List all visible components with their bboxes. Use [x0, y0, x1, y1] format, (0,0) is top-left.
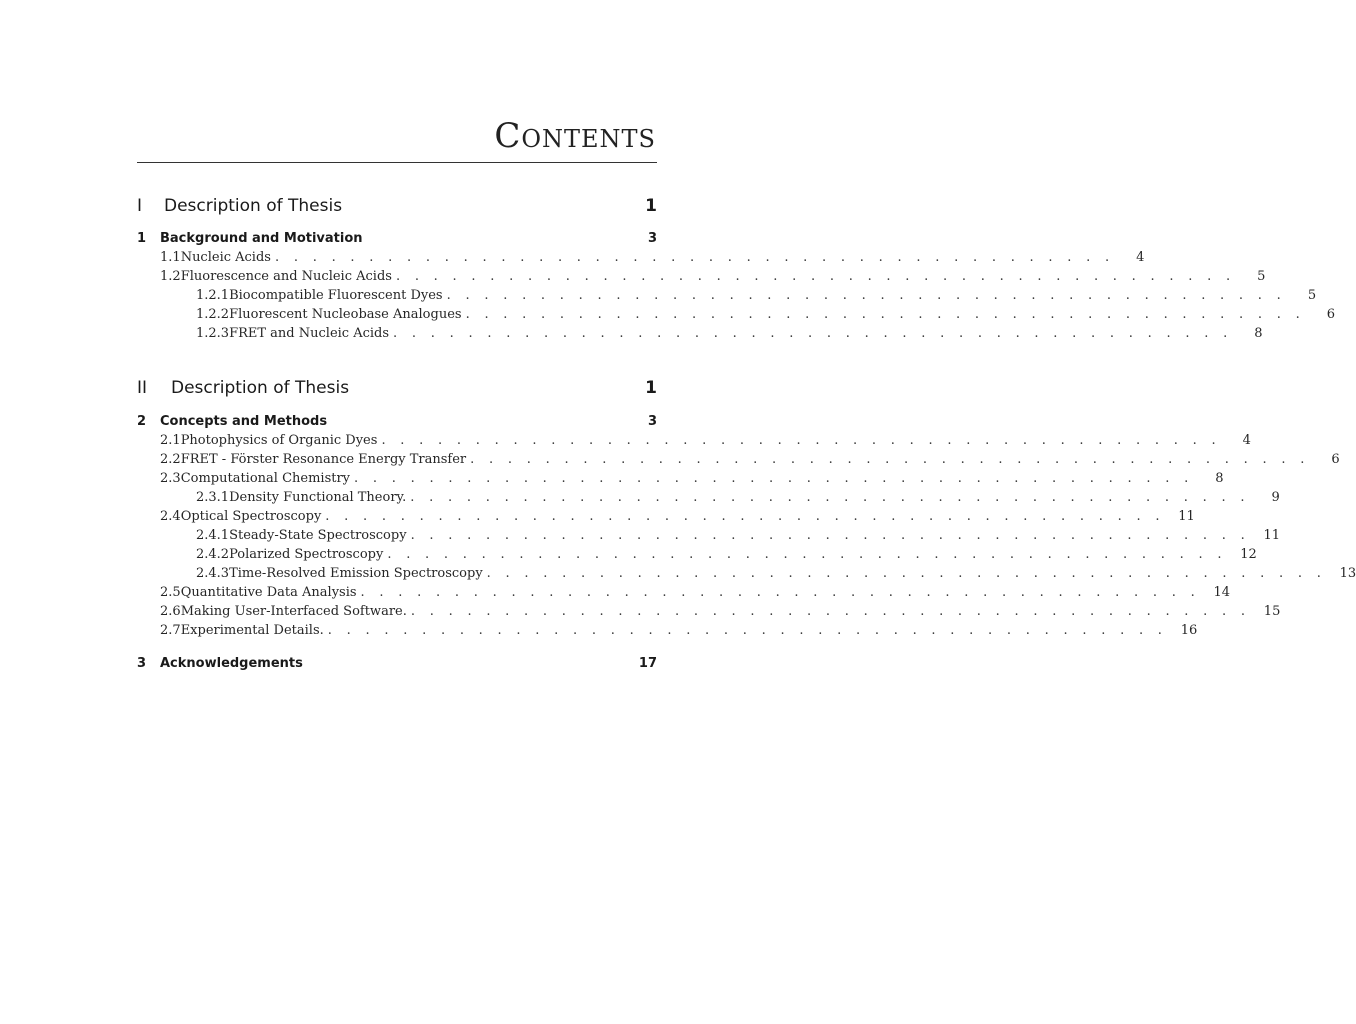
entry-title: Experimental Details.: [180, 623, 324, 638]
toc-entry-1-1[interactable]: [160, 250, 1145, 265]
dot-leader: . . . . . . . . . . . . . . . . . . . . . . . . . . . . . . . . . . . . . . . . . . . . .: [360, 585, 1201, 600]
dot-leader: . . . . . . . . . . . . . . . . . . . . . . . . . . . . . . . . . . . . . . . . . . . . .: [325, 509, 1165, 524]
entry-title: Nucleic Acids: [180, 250, 271, 265]
dot-leader: . . . . . . . . . . . . . . . . . . . . . . . . . . . . . . . . . . . . . . . . . . . . .: [274, 250, 1115, 265]
chapter-title: Acknowledgements: [160, 656, 303, 671]
entry-page: 16: [1180, 623, 1198, 638]
chapter-page: 3: [647, 231, 657, 246]
entry-number: 2.6: [160, 604, 181, 619]
chapter-title: Background and Motivation: [160, 231, 363, 246]
entry-page: 5: [1307, 288, 1317, 303]
dot-leader: . . . . . . . . . . . . . . . . . . . . . . . . . . . . . . . . . . . . . . . . . . . . .: [410, 528, 1251, 543]
part-title: Description of Thesis: [164, 196, 343, 216]
dot-leader: . . . . . . . . . . . . . . . . . . . . . . . . . . . . . . . . . . . . . . . . . . . . .: [381, 433, 1221, 448]
entry-number: 2.2: [160, 452, 181, 467]
dot-leader: . . . . . . . . . . . . . . . . . . . . . . . . . . . . . . . . . . . . . . . . . . . . .: [410, 490, 1250, 505]
entry-number: 1.1: [160, 250, 181, 265]
entry-title: Making User-Interfaced Software.: [180, 604, 407, 619]
entry-title: Polarized Spectroscopy: [229, 547, 384, 562]
entry-title: FRET - Förster Resonance Energy Transfer: [180, 452, 467, 467]
part-title: Description of Thesis: [171, 378, 350, 398]
entry-number: 1.2.2: [196, 307, 230, 322]
entry-page: 8: [1254, 326, 1263, 341]
entry-page: 11: [1263, 528, 1281, 543]
chapter-page: 3: [647, 414, 657, 429]
chapter-page: 17: [638, 656, 657, 671]
entry-title: Fluorescent Nucleobase Analogues: [229, 307, 462, 322]
entry-page: 15: [1263, 604, 1281, 619]
title-rule: [137, 162, 657, 163]
dot-leader: . . . . . . . . . . . . . . . . . . . . . . . . . . . . . . . . . . . . . . . . . . . . .: [410, 604, 1251, 619]
entry-page: 11: [1178, 509, 1195, 524]
entry-number: 1.2.3: [196, 326, 230, 341]
entry-title: Quantitative Data Analysis: [180, 585, 357, 600]
dot-leader: . . . . . . . . . . . . . . . . . . . . . . . . . . . . . . . . . . . . . . . . . . . . .: [387, 547, 1227, 562]
toc-part-1[interactable]: [137, 196, 657, 216]
toc-chapter-2[interactable]: [137, 414, 657, 429]
entry-page: 4: [1136, 250, 1145, 265]
toc-entry-2-3[interactable]: [160, 471, 1224, 486]
part-number: I: [137, 196, 143, 216]
entry-number: 2.7: [160, 623, 181, 638]
dot-leader: . . . . . . . . . . . . . . . . . . . . . . . . . . . . . . . . . . . . . . . . . . . . .: [465, 307, 1306, 322]
entry-number: 2.3: [160, 471, 181, 486]
toc-entry-2-2[interactable]: [160, 452, 1340, 467]
entry-title: Optical Spectroscopy: [180, 509, 322, 524]
toc-entry-2-4-2[interactable]: [196, 547, 1257, 562]
entry-title: Biocompatible Fluorescent Dyes: [229, 288, 443, 303]
toc-entry-2-4-3[interactable]: [196, 566, 1356, 581]
toc-entry-1-2-1[interactable]: [196, 288, 1317, 303]
toc-entry-1-2-2[interactable]: [196, 307, 1336, 322]
entry-title: Density Functional Theory.: [229, 490, 407, 505]
entry-title: Fluorescence and Nucleic Acids: [180, 269, 392, 284]
toc-entry-2-3-1[interactable]: [196, 490, 1280, 505]
toc-chapter-3[interactable]: [137, 656, 657, 671]
part-page: 1: [645, 378, 657, 398]
entry-title: Time-Resolved Emission Spectroscopy: [229, 566, 483, 581]
dot-leader: . . . . . . . . . . . . . . . . . . . . . . . . . . . . . . . . . . . . . . . . . . . . .: [354, 471, 1194, 486]
part-number: II: [137, 378, 148, 398]
entry-page: 14: [1213, 585, 1231, 600]
dot-leader: . . . . . . . . . . . . . . . . . . . . . . . . . . . . . . . . . . . . . . . . . . . . .: [327, 623, 1168, 638]
entry-number: 1.2: [160, 269, 181, 284]
toc-part-2[interactable]: [137, 378, 657, 398]
toc-entry-2-4-1[interactable]: [196, 528, 1281, 543]
entry-number: 2.4: [160, 509, 181, 524]
entry-title: FRET and Nucleic Acids: [229, 326, 390, 341]
dot-leader: . . . . . . . . . . . . . . . . . . . . . . . . . . . . . . . . . . . . . . . . . . . . .: [486, 566, 1327, 581]
toc-entry-2-4[interactable]: [160, 509, 1195, 524]
entry-page: 13: [1339, 566, 1356, 581]
entry-page: 8: [1215, 471, 1224, 486]
entry-page: 4: [1242, 433, 1251, 448]
entry-page: 12: [1240, 547, 1257, 562]
page-title: Contents: [494, 116, 656, 156]
dot-leader: . . . . . . . . . . . . . . . . . . . . . . . . . . . . . . . . . . . . . . . . . . . . .: [446, 288, 1287, 303]
entry-number: 2.1: [160, 433, 181, 448]
entry-page: 6: [1326, 307, 1336, 322]
chapter-number: 2: [137, 414, 147, 429]
entry-page: 5: [1257, 269, 1266, 284]
entry-title: Steady-State Spectroscopy: [229, 528, 407, 543]
entry-number: 2.5: [160, 585, 181, 600]
entry-number: 2.4.1: [196, 528, 230, 543]
part-page: 1: [645, 196, 657, 216]
chapter-number: 1: [137, 231, 147, 246]
entry-number: 2.3.1: [196, 490, 230, 505]
toc-entry-2-5[interactable]: [160, 585, 1231, 600]
toc-entry-2-6[interactable]: [160, 604, 1281, 619]
dot-leader: . . . . . . . . . . . . . . . . . . . . . . . . . . . . . . . . . . . . . . . . . . . . .: [393, 326, 1233, 341]
chapter-title: Concepts and Methods: [160, 414, 328, 429]
entry-number: 2.4.3: [196, 566, 230, 581]
toc-entry-2-7[interactable]: [160, 623, 1198, 638]
entry-number: 1.2.1: [196, 288, 230, 303]
entry-page: 6: [1331, 452, 1340, 467]
dot-leader: . . . . . . . . . . . . . . . . . . . . . . . . . . . . . . . . . . . . . . . . . . . . .: [395, 269, 1236, 284]
toc-entry-1-2-3[interactable]: [196, 326, 1263, 341]
toc-entry-2-1[interactable]: [160, 433, 1251, 448]
entry-page: 9: [1271, 490, 1280, 505]
entry-title: Photophysics of Organic Dyes: [180, 433, 378, 448]
dot-leader: . . . . . . . . . . . . . . . . . . . . . . . . . . . . . . . . . . . . . . . . . . . . .: [470, 452, 1310, 467]
toc-entry-1-2[interactable]: [160, 269, 1266, 284]
toc-chapter-1[interactable]: [137, 231, 657, 246]
entry-title: Computational Chemistry: [180, 471, 351, 486]
chapter-number: 3: [137, 656, 147, 671]
entry-number: 2.4.2: [196, 547, 230, 562]
